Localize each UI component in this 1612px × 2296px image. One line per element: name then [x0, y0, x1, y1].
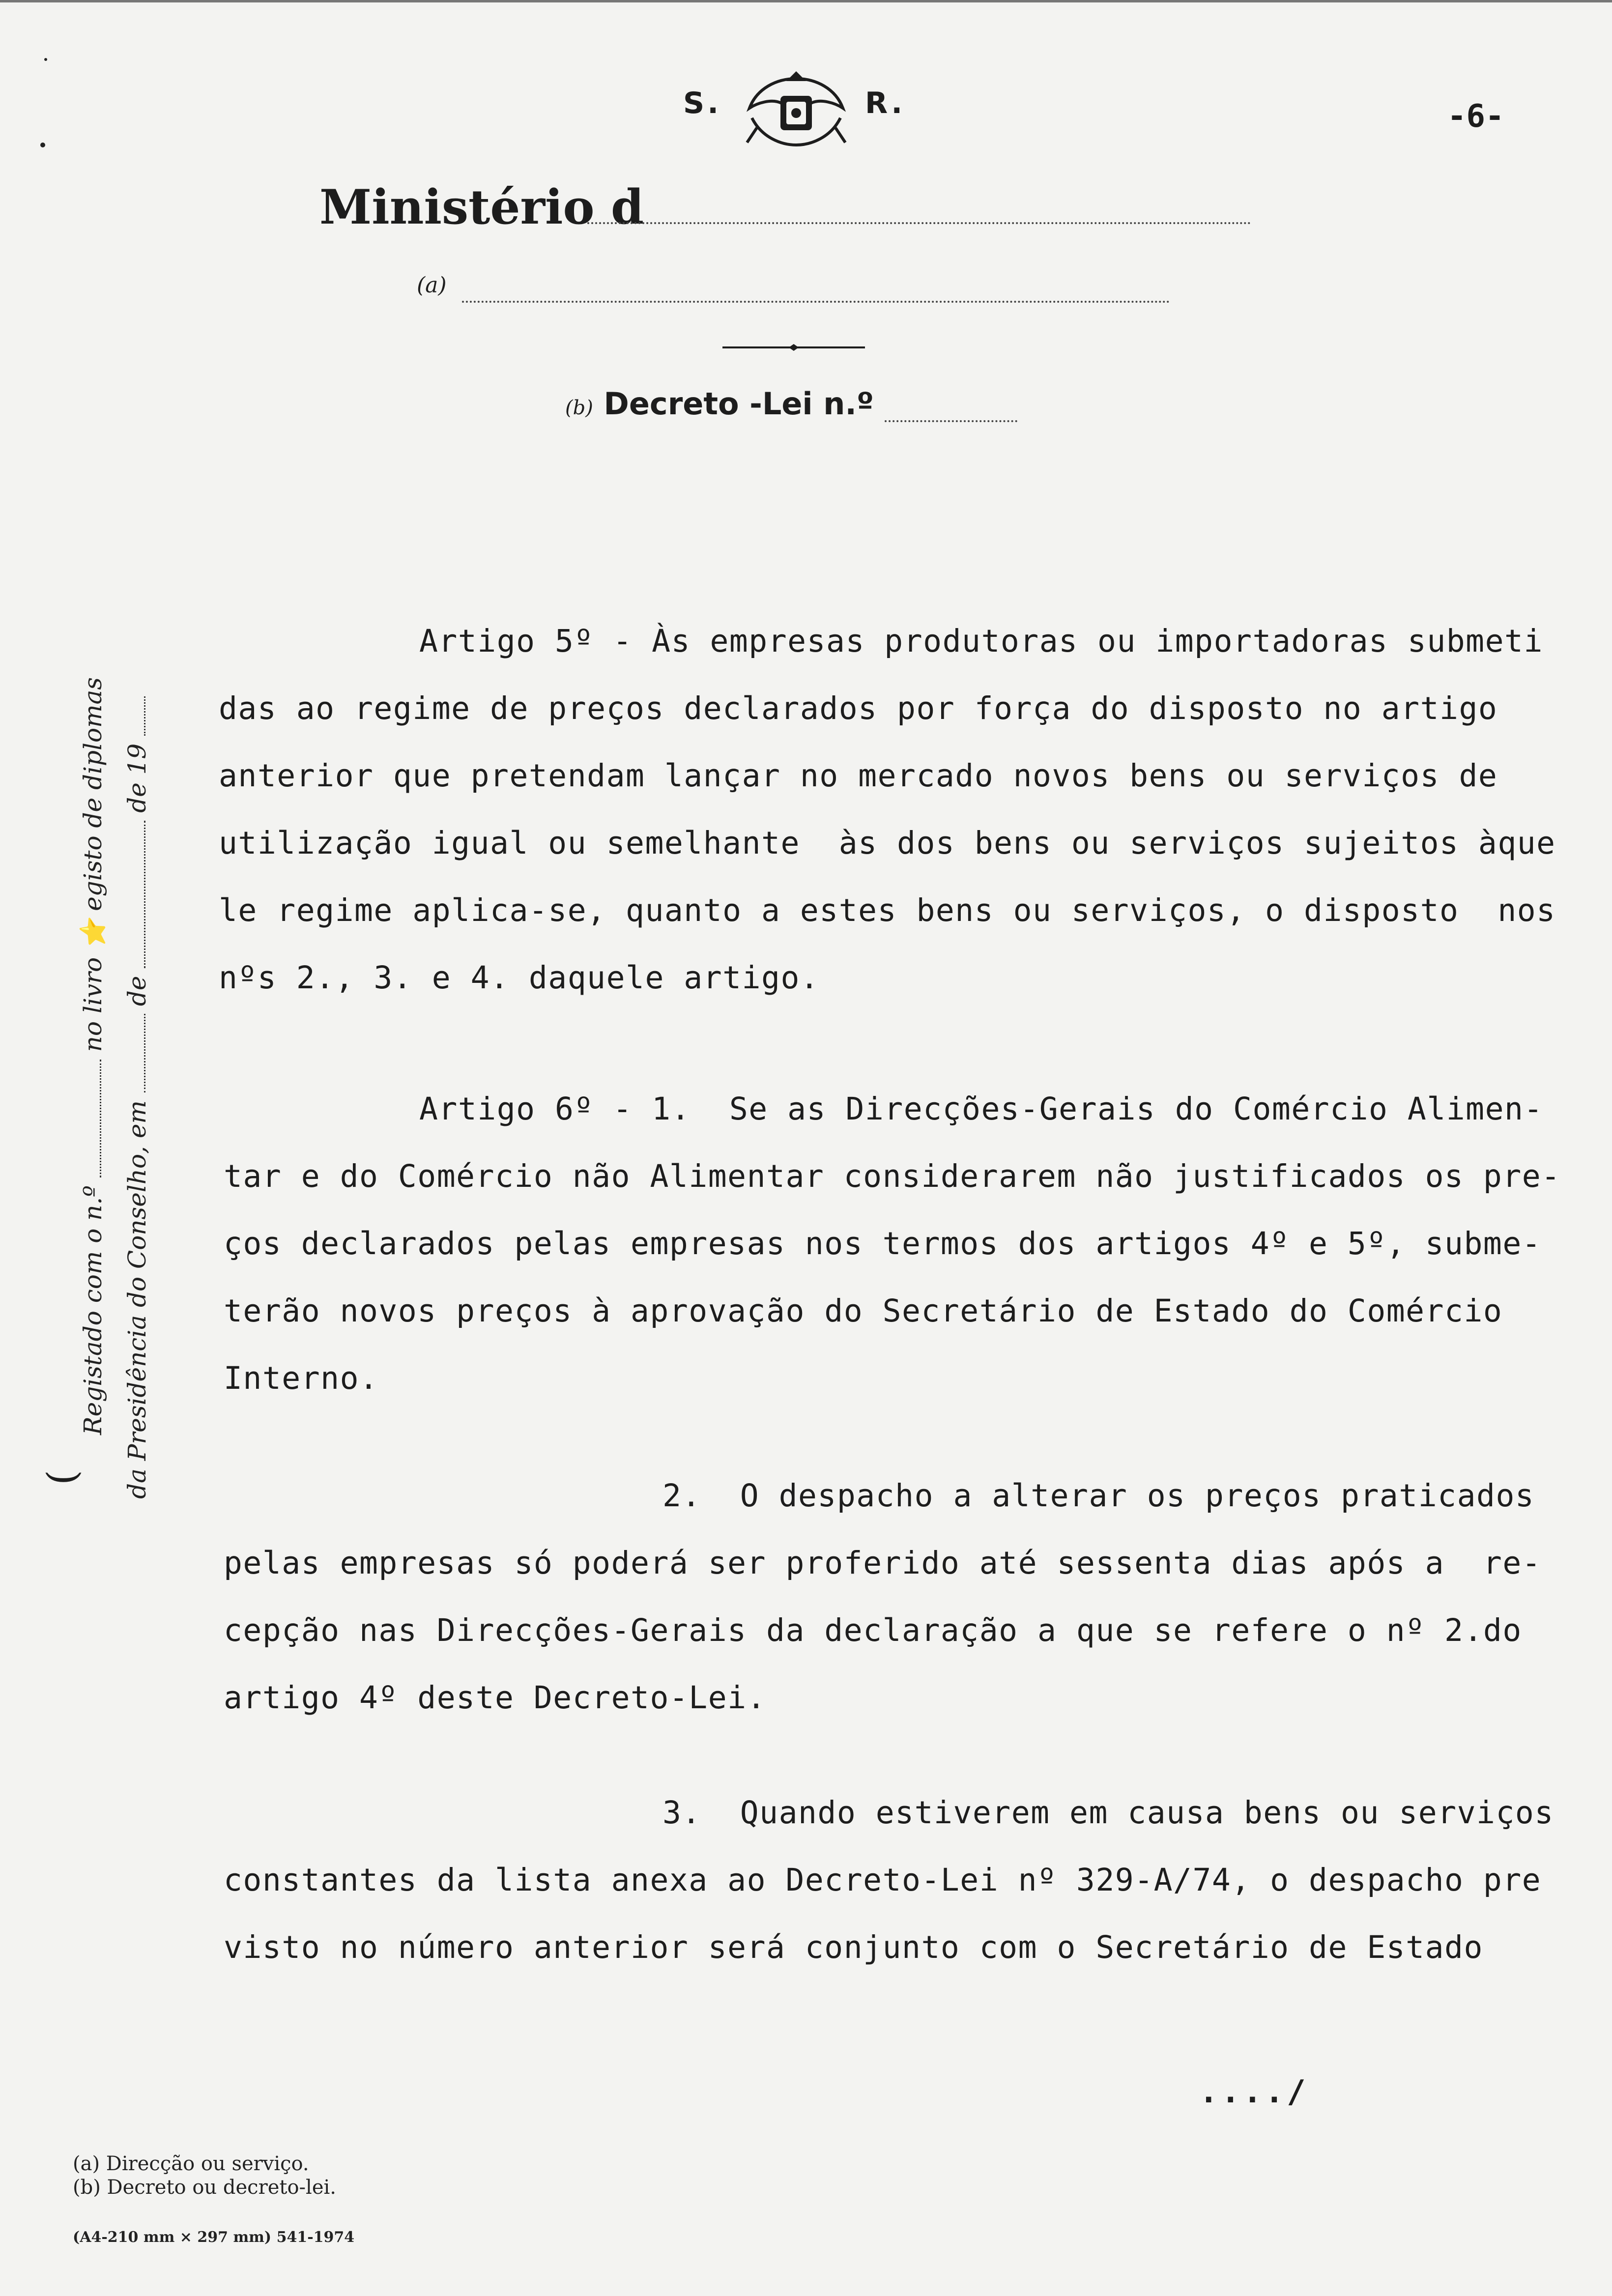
- body-line: Artigo 5º - Às empresas produtoras ou importadoras submeti: [419, 623, 1543, 659]
- body-line: pelas empresas só poderá ser proferido até sessenta dias após a re-: [224, 1545, 1542, 1581]
- body-line: artigo 4º deste Decreto-Lei.: [224, 1680, 767, 1716]
- body-line: Artigo 6º - 1. Se as Direcções-Gerais do Comércio Alimen-: [419, 1091, 1543, 1127]
- ministry-fill-line: [587, 222, 1251, 224]
- header-r-letter: R.: [865, 86, 906, 120]
- margin-de-label: de: [123, 976, 151, 1006]
- body-line: 3. Quando estiverem em causa bens ou serviços: [662, 1795, 1554, 1831]
- divider-ornament-icon: [722, 344, 865, 351]
- margin-diplomas-label: egisto de diplomas: [79, 677, 107, 911]
- date-month-blank: [124, 821, 145, 968]
- margin-year-label: de 19: [123, 743, 151, 813]
- body-line: visto no número anterior será conjunto com o Secretário de Estado: [224, 1929, 1483, 1965]
- body-line: ços declarados pelas empresas nos termos dos artigos 4º e 5º, subme-: [224, 1226, 1542, 1262]
- decree-number-label: n.º: [823, 386, 874, 422]
- footnote-b-marker: (b): [565, 397, 593, 419]
- body-line: constantes da lista anexa ao Decreto-Lei nº 329-A/74, o despacho pre: [224, 1862, 1542, 1898]
- body-line: terão novos preços à aprovação do Secretário de Estado do Comércio: [224, 1293, 1503, 1329]
- margin-presidency-label: da Presidência do Conselho, em: [123, 1100, 151, 1499]
- footnote-a-marker: (a): [417, 273, 447, 298]
- decree-line: [565, 386, 874, 422]
- page-number: -6-: [1447, 98, 1504, 135]
- header-s-letter: S.: [683, 86, 722, 120]
- body-line: anterior que pretendam lançar no mercado novos bens ou serviços de: [219, 758, 1498, 794]
- date-year-blank: [124, 696, 145, 736]
- decree-fill-line: [885, 420, 1017, 422]
- footnote-a: (a) Direcção ou serviço.: [73, 2152, 309, 2175]
- body-line: Interno.: [224, 1360, 379, 1396]
- body-line: cepção nas Direcções-Gerais da declaração a que se refere o nº 2.do: [224, 1612, 1522, 1648]
- decree-label: Decreto -Lei: [604, 386, 813, 422]
- body-line: nºs 2., 3. e 4. daquele artigo.: [219, 960, 820, 996]
- margin-registration-line-1: [79, 677, 108, 1435]
- body-line: le regime aplica-se, quanto a estes bens ou serviços, o disposto nos: [219, 892, 1556, 928]
- margin-registered-label: Registado com o n.º: [79, 1185, 107, 1435]
- body-line: tar e do Comércio não Alimentar considerarem não justificados os pre-: [224, 1158, 1561, 1194]
- margin-book-label: no livro: [79, 957, 107, 1052]
- form-reference: (A4-210 mm × 297 mm) 541-1974: [73, 2229, 355, 2246]
- service-fill-line: [462, 301, 1170, 303]
- margin-bracket-icon: ⭐: [79, 918, 107, 950]
- body-line: 2. O despacho a alterar os preços praticados: [662, 1478, 1535, 1514]
- margin-registration-line-2: [123, 696, 151, 1499]
- body-line: utilização igual ou semelhante às dos bens ou serviços sujeitos àque: [219, 825, 1556, 861]
- coat-of-arms-icon: [737, 69, 855, 152]
- registration-number-blank: [80, 1060, 101, 1177]
- ministry-title: Ministério d: [319, 179, 644, 235]
- margin-bracket-mark: (: [39, 1469, 85, 1486]
- continuation-mark: ..../: [1199, 2074, 1309, 2110]
- paper-speck: [44, 58, 47, 61]
- top-border-line: [0, 0, 1612, 2]
- footnote-b: (b) Decreto ou decreto-lei.: [73, 2176, 337, 2199]
- paper-speck: [40, 143, 45, 147]
- date-day-blank: [124, 1014, 145, 1092]
- body-line: das ao regime de preços declarados por força do disposto no artigo: [219, 690, 1498, 726]
